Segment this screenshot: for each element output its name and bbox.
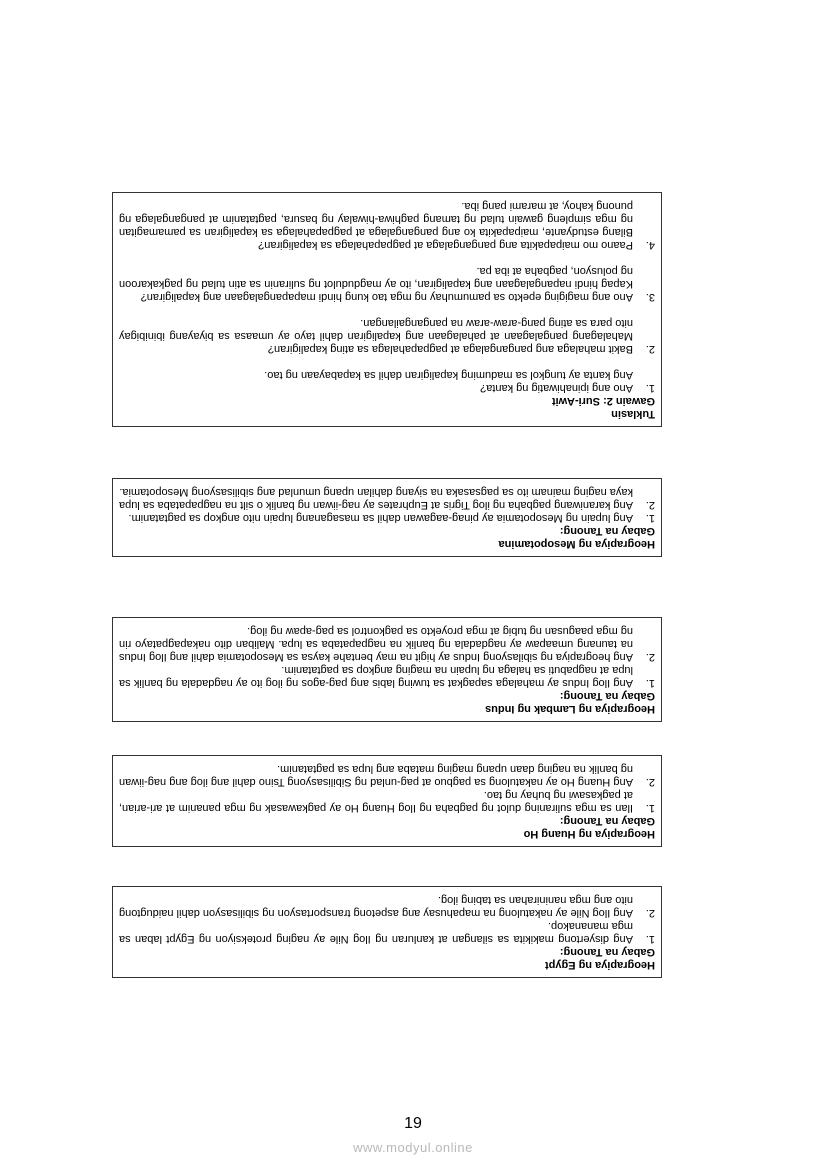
answer: Kapag hindi napangalagaan ang kapaligiran, ito ay magdudulot ng suliranin sa atin tulad ng pagkakaroon ng polusyon, pagbaha at iba pa. <box>119 265 633 290</box>
section-subtitle: Gabay na Tanong: <box>559 946 655 958</box>
list-item: 2. Ang heograpiya ng sibilasyong Indus ay higit na may bentahe kaysa sa Mesopotamia dahil ang Ilog Indus na taunang umaapaw ay nagdadala ng banlik na nagpapataba sa lupa. Maliban dito nakapagpatayo rin ng mga paagusan ng tubig at mga proyekto sa pagkontrol sa pag-apaw ng ilog. <box>119 625 655 663</box>
answer: Mahalagang pangalagaan at pahalagaan ang kapaligiran dahil tayo ay umaasa sa biyayang ibinibigay nito para sa ating pang-araw-araw na pangangailangan. <box>119 317 633 342</box>
section-subtitle: Gabay na Tanong: <box>559 690 655 702</box>
section-egypt <box>112 886 662 978</box>
section-title: Heograpiya ng Egypt <box>544 959 655 971</box>
section-title: Tuklasin <box>611 408 655 420</box>
section-title: Heograpiya ng Mesopotamina <box>498 538 655 550</box>
list-item: 2. Ang Huang Ho ay nakatulong sa pagbuo at pag-unlad ng Sibilisasyong Tsino dahil ang ilog ang nag-iiwan ng banlik na naging daan upang maging mataba ang lupa sa pagtatanim. <box>119 763 655 788</box>
section-huang-ho <box>112 755 662 847</box>
list-item: 2. Ang Ilog Nile ay nakatulong na mapahusay ang aspetong transportasyon ng sibilisasyon dahil naidugtong nito ang mga naninirahan sa tabing ilog. <box>119 894 655 919</box>
list-item: 2. Ang karaniwang pagbaha ng ilog Tigris at Euphrates ay nag-iiwan ng banlik o silt na nagpapataba sa lupa kaya naging mainam ito sa pagsasaka na siyang dahilan upang umunlad ang sibilisasyong Mesopotamia. <box>119 486 655 511</box>
section-title: Heograpiya ng Huang Ho <box>523 828 655 840</box>
answer: Bilang estudyante, maipapakita ko ang pangangalaga at pagpapahalaga sa kapaligiran sa pamamagitan ng mga simpleng gawain tulad ng tamang paghiwa-hiwalay ng basura, pagtatanim at pangangalaga ng punong kahoy, at marami pang iba. <box>119 200 633 238</box>
section-tuklasin <box>112 192 662 427</box>
question-item: 3. Ano ang magiging epekto sa pamumuhay ng mga tao kung hindi mapapangalagaan ang kapaligiran? Kapag hindi napangalagaan ang kapaligiran, ito ay magdudulot ng suliranin sa atin tulad ng pagkakaroon ng polusyon, pagbaha at iba pa. <box>119 265 655 303</box>
question-item: 4. Paano mo maipapakita ang pangangalaga at pagpapahalaga sa kapaligiran? Bilang estudyante, maipapakita ko ang pangangalaga at pagpapahalaga sa kapaligiran sa pamamagitan ng mga simpleng gawain tulad ng tamang paghiwa-hiwalay ng basura, pagtatanim at pangangalaga ng punong kahoy, at marami pang iba. <box>119 200 655 251</box>
page-number: 19 <box>404 1115 422 1132</box>
section-mesopotamia <box>112 478 662 557</box>
section-subtitle: Gabay na Tanong: <box>559 525 655 537</box>
section-title: Heograpiya ng Lambak ng Indus <box>485 703 655 715</box>
question: Bakit mahalaga ang pangangalaga at pagpapahalaga sa ating kapaligiran? <box>267 343 633 355</box>
list-item: 1. Ang Ilog Indus ay mahalaga sapagkat sa tuwing labis ang pag-agos ng ilog ito ay nagdadala ng banlik sa lupa at nagpabuti sa halaga ng lupain na maging angkop sa pagtatanim. <box>119 664 655 689</box>
section-subtitle: Gawain 2: Suri-Awit <box>551 395 655 407</box>
list-item: 1. Ang disyertong makikita sa silangan at kanluran ng Ilog Nile ay naging proteksiyon ng Egypt laban sa mga mananakop. <box>119 920 655 945</box>
question: Paano mo maipapakita ang pangangalaga at pagpapahalaga sa kapaligiran? <box>258 239 633 251</box>
watermark: www.modyul.online <box>353 1140 473 1155</box>
answer: Ang kanta ay tungkol sa maduming kapaligiran dahil sa kapabayaan ng tao. <box>264 369 633 381</box>
list-item: 1. Ang lupain ng Mesopotamia ay pinag-aagawan dahil sa masaganang lupain nito angkop sa pagtatanim. <box>128 512 655 524</box>
section-subtitle: Gabay na Tanong: <box>559 815 655 827</box>
question-item: 1. Ano ang ipinahiwatig ng kanta? Ang kanta ay tungkol sa maduming kapaligiran dahil sa kapabayaan ng tao. <box>119 368 655 394</box>
question: Ano ang ipinahiwatig ng kanta? <box>480 382 633 394</box>
list-item: 1. Ilan sa mga suliraning dulot ng pagbaha ng Ilog Huang Ho ay pagkawasak ng mga pananim at ari-arian, at pagkasawi ng buhay ng tao. <box>119 789 655 814</box>
section-indus <box>112 617 662 722</box>
question: Ano ang magiging epekto sa pamumuhay ng mga tao kung hindi mapapangalagaan ang kapaligiran? <box>140 291 633 303</box>
question-item: 2. Bakit mahalaga ang pangangalaga at pagpapahalaga sa ating kapaligiran? Mahalagang pangalagaan at pahalagaan ang kapaligiran dahil tayo ay umaasa sa biyayang ibinibigay nito para sa ating pang-araw-araw na pangangailangan. <box>119 317 655 355</box>
